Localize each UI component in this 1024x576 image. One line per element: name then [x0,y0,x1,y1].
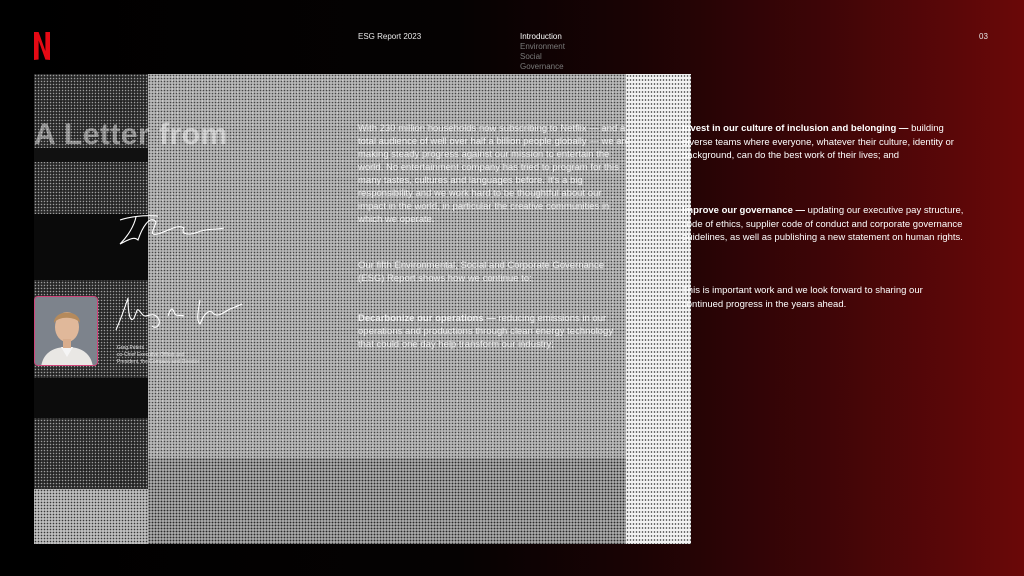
signature-1-icon [114,206,226,248]
report-title: ESG Report 2023 [358,32,422,41]
paragraph-text: updating our executive pay structure, code of ethics, supplier code of conduct and corporate governance guidelines, as well as publishing a new statement on human rights. [682,205,964,243]
page-number: 03 [979,32,988,41]
caption-line: co-Chief Executive Officer and [117,352,185,358]
center-lower-panel [148,458,626,544]
section-nav [520,32,565,72]
letter-paragraph: Our fifth Environmental, Social and Corporate Governance (ESG) Report shows how we continue to: [358,260,605,284]
nav-item-introduction[interactable]: Introduction [520,32,562,41]
netflix-n-logo-icon [34,32,50,60]
list-item-inclusion [682,122,964,163]
paragraph-text: reducing emissions in our operations and productions through clean energy technology that could one day help transform our industry; [358,313,614,350]
bottom-left-panel [34,489,148,544]
closing-paragraph: This is important work and we look forward to sharing our continued progress in the years ahead. [682,285,923,310]
caption-line: Greg Peters [117,345,144,351]
bold-lead: Improve our governance — [682,205,806,216]
person-portrait-icon [35,297,98,366]
portrait-photo [34,296,98,366]
nav-item-environment[interactable]: Environment [520,42,565,51]
bold-lead: Invest in our culture of inclusion and belonging — [682,123,909,134]
letter-title: A Letter from [34,118,228,151]
caption-line: President, the Company and Director [117,359,200,365]
letter-paragraph [358,312,630,351]
bold-lead: Decarbonize our operations — [358,313,496,324]
nav-item-social[interactable]: Social [520,52,542,61]
signatory-caption [117,345,199,366]
nav-item-governance[interactable]: Governance [520,62,564,71]
left-dark-band [34,378,148,418]
signature-2-icon [112,290,244,338]
paragraph-text: building diverse teams where everyone, whatever their culture, identity or background, can do the best work of their lives; and [682,123,954,161]
list-item-governance [682,204,964,245]
letter-paragraph: With 230 million households now subscribing to Netflix — and a total audience of well over half a billion people globally — we are making steady progress against our mission to entertain the world. No entertainment company has tried to program for this many tastes, cultures and languages before. It's a big responsibility and we work hard to be thoughtful about our impact in the world, in particular the creative communities in which we operate. [358,123,630,225]
